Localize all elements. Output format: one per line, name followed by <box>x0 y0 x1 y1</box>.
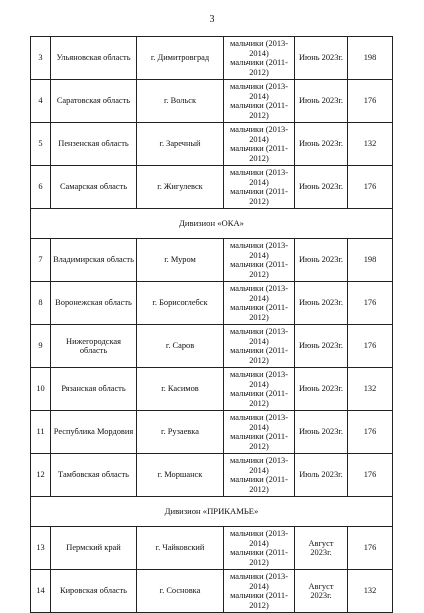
date-cell: Июнь 2023г. <box>295 411 348 454</box>
age-category: мальчики (2011-2012) <box>230 548 288 567</box>
category-cell <box>224 123 295 166</box>
age-category: мальчики (2013-2014) <box>229 529 289 548</box>
date-cell: Июнь 2023г. <box>295 368 348 411</box>
category-cell <box>224 368 295 411</box>
region-cell: Самарская область <box>51 166 137 209</box>
division-header-prikamye <box>31 497 393 527</box>
count-cell: 132 <box>348 368 393 411</box>
row-number: 7 <box>31 239 51 282</box>
city-cell: г. Муром <box>137 239 224 282</box>
category-cell <box>224 239 295 282</box>
city-cell: г. Касимов <box>137 368 224 411</box>
age-category: мальчики (2011-2012) <box>230 432 288 451</box>
row-number: 11 <box>31 411 51 454</box>
region-cell: Рязанская область <box>51 368 137 411</box>
age-category: мальчики (2011-2012) <box>230 101 288 120</box>
table-row <box>31 123 393 166</box>
count-cell: 176 <box>348 325 393 368</box>
age-category: мальчики (2013-2014) <box>229 241 289 260</box>
region-cell: Пензенская область <box>51 123 137 166</box>
count-cell: 176 <box>348 411 393 454</box>
category-cell <box>224 527 295 570</box>
table-row <box>31 80 393 123</box>
category-cell <box>224 570 295 613</box>
region-cell: Ульяновская область <box>51 37 137 80</box>
city-cell: г. Чайковский <box>137 527 224 570</box>
category-cell <box>224 80 295 123</box>
competition-schedule-table <box>30 36 393 613</box>
city-cell: г. Жигулевск <box>137 166 224 209</box>
age-category: мальчики (2011-2012) <box>230 187 288 206</box>
city-cell: г. Моршанск <box>137 454 224 497</box>
date-cell: Июнь 2023г. <box>295 282 348 325</box>
count-cell: 176 <box>348 166 393 209</box>
count-cell: 132 <box>348 123 393 166</box>
table-row <box>31 411 393 454</box>
table-row <box>31 166 393 209</box>
date-cell: Август 2023г. <box>295 527 348 570</box>
row-number: 4 <box>31 80 51 123</box>
region-cell: Пермский край <box>51 527 137 570</box>
row-number: 9 <box>31 325 51 368</box>
row-number: 10 <box>31 368 51 411</box>
count-cell: 176 <box>348 80 393 123</box>
date-cell: Июль 2023г. <box>295 454 348 497</box>
date-cell: Июнь 2023г. <box>295 80 348 123</box>
table-row <box>31 454 393 497</box>
table-body <box>31 37 393 613</box>
category-cell <box>224 166 295 209</box>
city-cell: г. Саров <box>137 325 224 368</box>
count-cell: 176 <box>348 527 393 570</box>
age-category: мальчики (2013-2014) <box>229 572 289 591</box>
age-category: мальчики (2013-2014) <box>229 456 289 475</box>
city-cell: г. Заречный <box>137 123 224 166</box>
age-category: мальчики (2011-2012) <box>230 260 288 279</box>
region-cell: Нижегородская область <box>51 325 137 368</box>
date-cell: Июнь 2023г. <box>295 325 348 368</box>
category-cell <box>224 282 295 325</box>
table-row <box>31 37 393 80</box>
age-category: мальчики (2013-2014) <box>229 284 289 303</box>
age-category: мальчики (2013-2014) <box>229 413 289 432</box>
city-cell: г. Димитровград <box>137 37 224 80</box>
row-number: 8 <box>31 282 51 325</box>
city-cell: г. Борисоглебск <box>137 282 224 325</box>
division-title: Дивизион «ОКА» <box>31 209 393 239</box>
division-header-oka <box>31 209 393 239</box>
age-category: мальчики (2013-2014) <box>229 82 289 101</box>
region-cell: Республика Мордовия <box>51 411 137 454</box>
row-number: 14 <box>31 570 51 613</box>
table-row <box>31 239 393 282</box>
age-category: мальчики (2013-2014) <box>229 168 289 187</box>
row-number: 12 <box>31 454 51 497</box>
table-row <box>31 570 393 613</box>
age-category: мальчики (2011-2012) <box>230 144 288 163</box>
category-cell <box>224 325 295 368</box>
city-cell: г. Вольск <box>137 80 224 123</box>
division-title: Дивизион «ПРИКАМЬЕ» <box>31 497 393 527</box>
age-category: мальчики (2013-2014) <box>229 39 289 58</box>
page-number: 3 <box>209 14 215 25</box>
age-category: мальчики (2013-2014) <box>229 370 289 389</box>
age-category: мальчики (2011-2012) <box>230 58 288 77</box>
date-cell: Июнь 2023г. <box>295 166 348 209</box>
count-cell: 176 <box>348 282 393 325</box>
region-cell: Саратовская область <box>51 80 137 123</box>
row-number: 3 <box>31 37 51 80</box>
age-category: мальчики (2013-2014) <box>229 125 289 144</box>
age-category: мальчики (2011-2012) <box>230 346 288 365</box>
row-number: 6 <box>31 166 51 209</box>
age-category: мальчики (2011-2012) <box>230 389 288 408</box>
age-category: мальчики (2011-2012) <box>230 591 288 610</box>
age-category: мальчики (2011-2012) <box>230 303 288 322</box>
region-cell: Тамбовская область <box>51 454 137 497</box>
table-row <box>31 325 393 368</box>
count-cell: 198 <box>348 239 393 282</box>
table-row <box>31 282 393 325</box>
count-cell: 132 <box>348 570 393 613</box>
count-cell: 198 <box>348 37 393 80</box>
region-cell: Воронежская область <box>51 282 137 325</box>
city-cell: г. Рузаевка <box>137 411 224 454</box>
date-cell: Июнь 2023г. <box>295 37 348 80</box>
row-number: 13 <box>31 527 51 570</box>
age-category: мальчики (2013-2014) <box>229 327 289 346</box>
date-cell: Август 2023г. <box>295 570 348 613</box>
table-row <box>31 527 393 570</box>
region-cell: Владимирская область <box>51 239 137 282</box>
date-cell: Июнь 2023г. <box>295 239 348 282</box>
date-cell: Июнь 2023г. <box>295 123 348 166</box>
category-cell <box>224 454 295 497</box>
count-cell: 176 <box>348 454 393 497</box>
category-cell <box>224 411 295 454</box>
city-cell: г. Сосновка <box>137 570 224 613</box>
category-cell <box>224 37 295 80</box>
age-category: мальчики (2011-2012) <box>230 475 288 494</box>
table-row <box>31 368 393 411</box>
row-number: 5 <box>31 123 51 166</box>
region-cell: Кировская область <box>51 570 137 613</box>
